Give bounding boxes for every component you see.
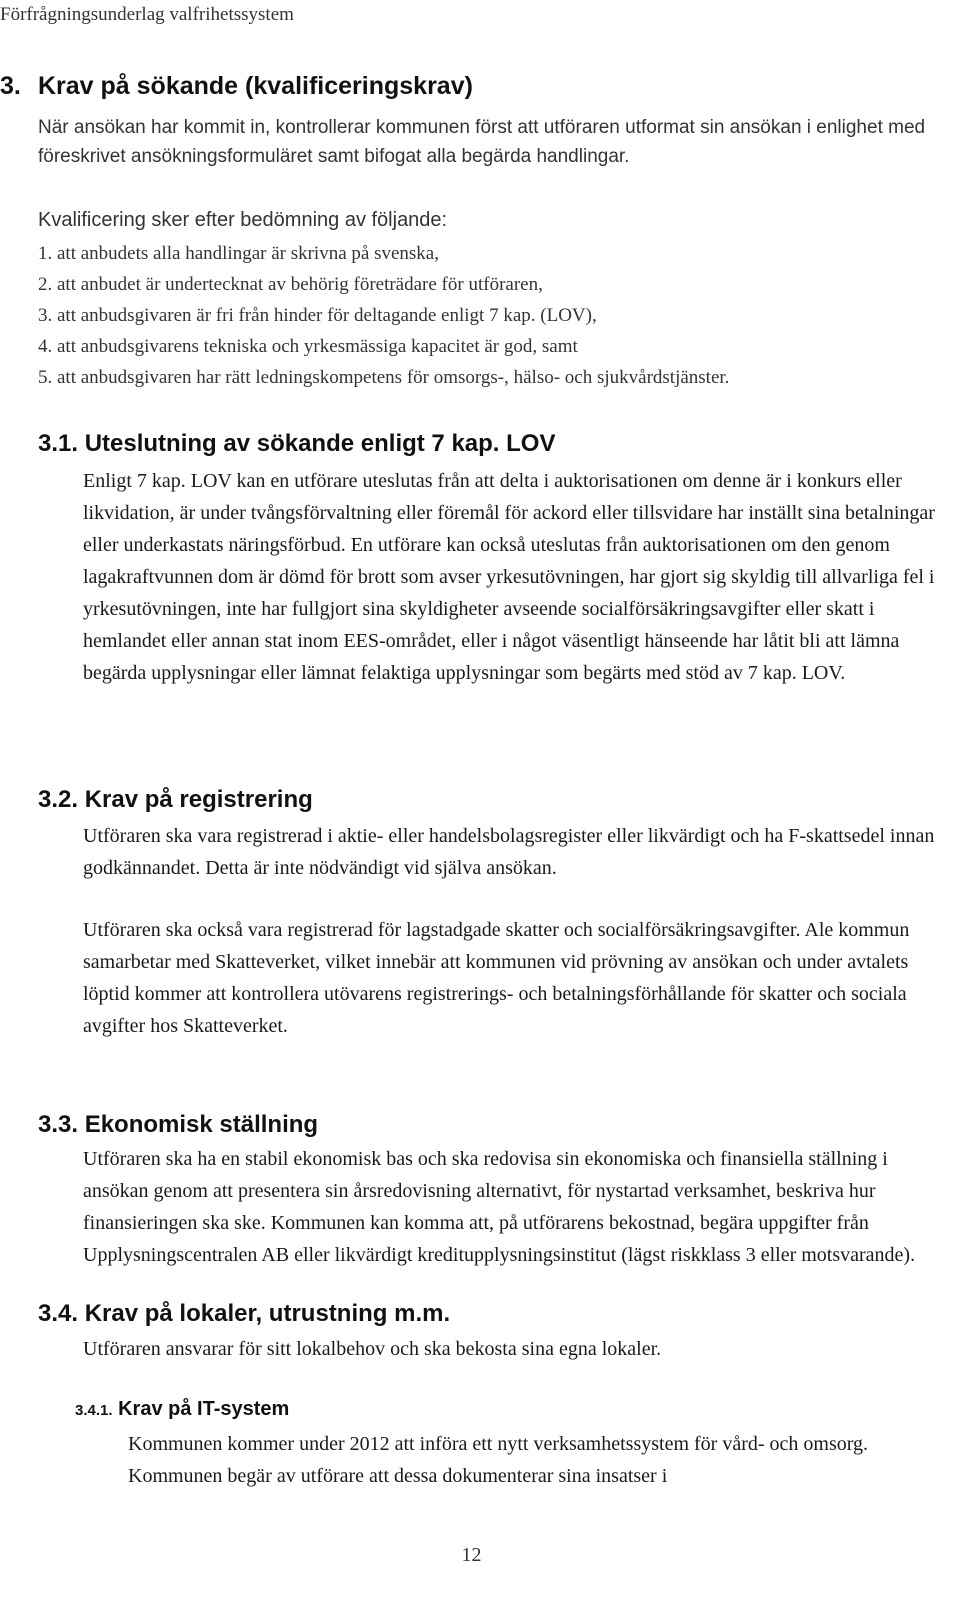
section-title: Krav på IT-system [118, 1398, 290, 1420]
section-number: 3. [0, 72, 21, 100]
section-number: 3.3. [38, 1111, 79, 1138]
section-title: Krav på lokaler, utrustning m.m. [84, 1300, 451, 1327]
paragraph: Utföraren ska ha en stabil ekonomisk bas och ska redovisa sin ekonomiska och finansiella ställning i ansökan genom att presentera sin årsredovisning alternativt, för nystartad verksamhet, beskriva hur finansieringen ska ske. Kommunen kan komma att, på utförarens bekostnad, begära uppgifter från Upplysningscentralen AB eller likvärdigt kreditupplysningsinstitut (lägst riskklass 3 eller motsvarande). [83, 1148, 916, 1266]
page-number: 12 [461, 1544, 482, 1566]
document-header: Förfrågningsunderlag valfrihetssystem [0, 4, 294, 25]
section-3-1-body [83, 465, 943, 689]
section-heading-3-4 [38, 1300, 450, 1328]
paragraph: Utföraren ska också vara registrerad för lagstadgade skatter och socialförsäkringsavgifter. Ale kommun samarbetar med Skatteverket, vilket innebär att kommunen vid prövning av ansökan och under avtalets löptid kommer att kontrollera utövarens registrerings- och betalningsförhållande för skatter och sociala avgifter hos Skatteverket. [83, 919, 910, 1037]
section-heading-3-1 [38, 430, 555, 458]
section-3-3-body [83, 1143, 943, 1271]
section-number: 3.2. [38, 786, 79, 813]
section-3-4-1-body [128, 1428, 918, 1492]
paragraph: Utföraren ansvarar för sitt lokalbehov och ska bekosta sina egna lokaler. [83, 1338, 662, 1360]
section-number: 3.4. [38, 1300, 79, 1327]
section-3-intro: När ansökan har kommit in, kontrollerar kommunen först att utföraren utformat sin ansökan i enlighet med föreskrivet ansökningsformuläret samt bifogat alla begärda handlingar. [38, 117, 926, 167]
qualification-lead: Kvalificering sker efter bedömning av följande: [38, 209, 448, 231]
list-item: 1. att anbudets alla handlingar är skrivna på svenska, [38, 243, 439, 264]
paragraph: Enligt 7 kap. LOV kan en utförare uteslutas från att delta i auktorisationen om denne är i konkurs eller likvidation, är under tvångsförvaltning eller föremål för ackord eller tillsvidare har inställt sina betalningar eller underkastats näringsförbud. En utförare kan också uteslutas från auktorisationen om den genom lagakraftvunnen dom är dömd för brott som avser yrkesutövningen, har gjort sig skyldig till allvarliga fel i yrkesutövningen, inte har fullgjort sina skyldigheter avseende socialförsäkringsavgifter eller skatt i hemlandet eller annan stat inom EES-området, eller i något väsentligt hänseende har låtit bli att lämna begärda upplysningar eller lämnat felaktiga upplysningar som begärts med stöd av 7 kap. LOV. [83, 470, 935, 684]
section-title: Uteslutning av sökande enligt 7 kap. LOV [84, 430, 556, 457]
section-3-2-body [83, 820, 943, 1042]
list-item: 4. att anbudsgivarens tekniska och yrkesmässiga kapacitet är god, samt [38, 336, 578, 357]
section-title: Krav på registrering [84, 786, 313, 813]
list-item: 5. att anbudsgivaren har rätt ledningskompetens för omsorgs-, hälso- och sjukvårdstjänster. [38, 367, 730, 388]
section-number: 3.4.1. [75, 1402, 113, 1419]
section-3-4-body [83, 1333, 943, 1365]
paragraph: Kommunen kommer under 2012 att införa ett nytt verksamhetssystem för vård- och omsorg. Kommunen begär av utförare att dessa dokumenterar sina insatser i [128, 1433, 869, 1487]
list-item: 2. att anbudet är undertecknat av behörig företrädare för utföraren, [38, 274, 543, 295]
section-title: Ekonomisk ställning [84, 1111, 319, 1138]
paragraph: Utföraren ska vara registrerad i aktie- eller handelsbolagsregister eller likvärdigt och ha F-skattsedel innan godkännandet. Detta är inte nödvändigt vid själva ansökan. [83, 825, 935, 879]
section-title: Krav på sökande (kvalificeringskrav) [38, 72, 473, 100]
section-heading-3 [0, 72, 473, 101]
section-heading-3-4-1 [75, 1398, 289, 1421]
section-heading-3-2 [38, 786, 313, 814]
section-number: 3.1. [38, 430, 79, 457]
qualification-list [38, 238, 729, 393]
list-item: 3. att anbudsgivaren är fri från hinder för deltagande enligt 7 kap. (LOV), [38, 305, 597, 326]
section-heading-3-3 [38, 1111, 318, 1139]
